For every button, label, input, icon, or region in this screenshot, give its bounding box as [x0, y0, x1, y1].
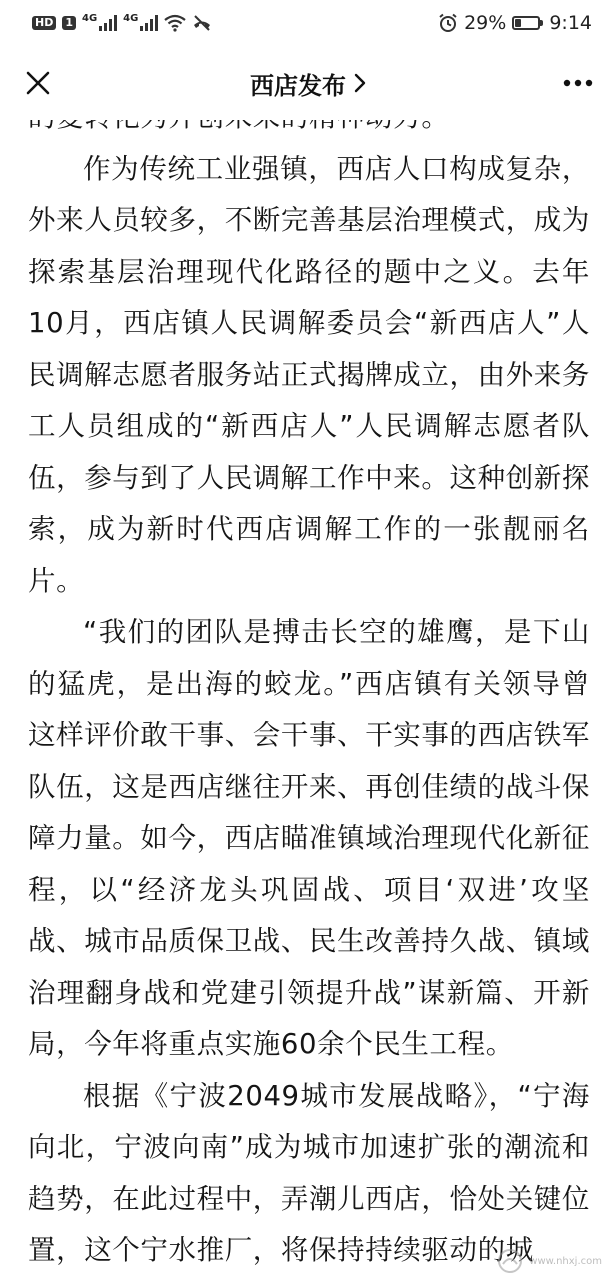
signal-icon-2 [140, 15, 158, 31]
alarm-icon [438, 13, 458, 33]
more-icon [563, 79, 593, 87]
call-muted-icon [192, 14, 212, 32]
network-type-2: 4G [123, 12, 139, 24]
battery-icon [512, 16, 543, 30]
account-title-link[interactable] [250, 66, 366, 101]
status-right-group [438, 12, 592, 34]
battery-percent: 29% [464, 12, 507, 34]
more-options-button[interactable] [558, 63, 598, 103]
article-body [28, 92, 590, 1277]
clock-time: 9:14 [549, 12, 592, 34]
article-paragraph-3: 根据《宁波2049城市发展战略》，“宁海向北，宁波向南”成为城市加速扩张的潮流和趋势，在此过程中，弄潮儿西店，恰处关键位置，这个宁水推厂，将保持持续驱动的城 [28, 1079, 590, 1266]
chevron-right-icon [354, 73, 366, 93]
page-title: 西店发布 [250, 71, 346, 100]
network-type-1: 4G [82, 12, 98, 24]
hd-badge: HD [32, 16, 56, 30]
status-left-group [32, 14, 212, 32]
article-paragraph-2: “我们的团队是搏击长空的雄鹰，是下山的猛虎，是出海的蛟龙。”西店镇有关领导曾这样评价敢干事、会干事、干实事的西店铁军队伍，这是西店继往开来、再创佳绩的战斗保障力量。如今，西店瞄准镇域治理现代化新征程，以“经济龙头巩固战、项目‘双进’攻坚战、城市品质保卫战、民生改善持久战、镇域治理翻身战和党建引领提升战”谋新篇、开新局，今年将重点实施60余个民生工程。 [28, 616, 590, 1060]
close-icon [25, 70, 51, 96]
site-watermark [497, 1248, 602, 1274]
watermark-logo-icon [497, 1248, 523, 1274]
status-bar [0, 0, 616, 46]
sim-badge: 1 [62, 16, 76, 30]
close-button[interactable] [18, 63, 58, 103]
watermark-text: www.nhxj.com [529, 1255, 602, 1267]
navigation-bar [0, 46, 616, 120]
signal-icon [99, 15, 117, 31]
wifi-icon [164, 14, 186, 32]
article-paragraph-1: 作为传统工业强镇，西店人口构成复杂，外来人员较多，不断完善基层治理模式，成为探索基层治理现代化路径的题中之义。去年10月，西店镇人民调解委员会“新西店人”人民调解志愿者服务站正式揭牌成立，由外来务工人员组成的“新西店人”人民调解志愿者队伍，参与到了人民调解工作中来。这种创新探索，成为新时代西店调解工作的一张靓丽名片。 [28, 152, 590, 597]
